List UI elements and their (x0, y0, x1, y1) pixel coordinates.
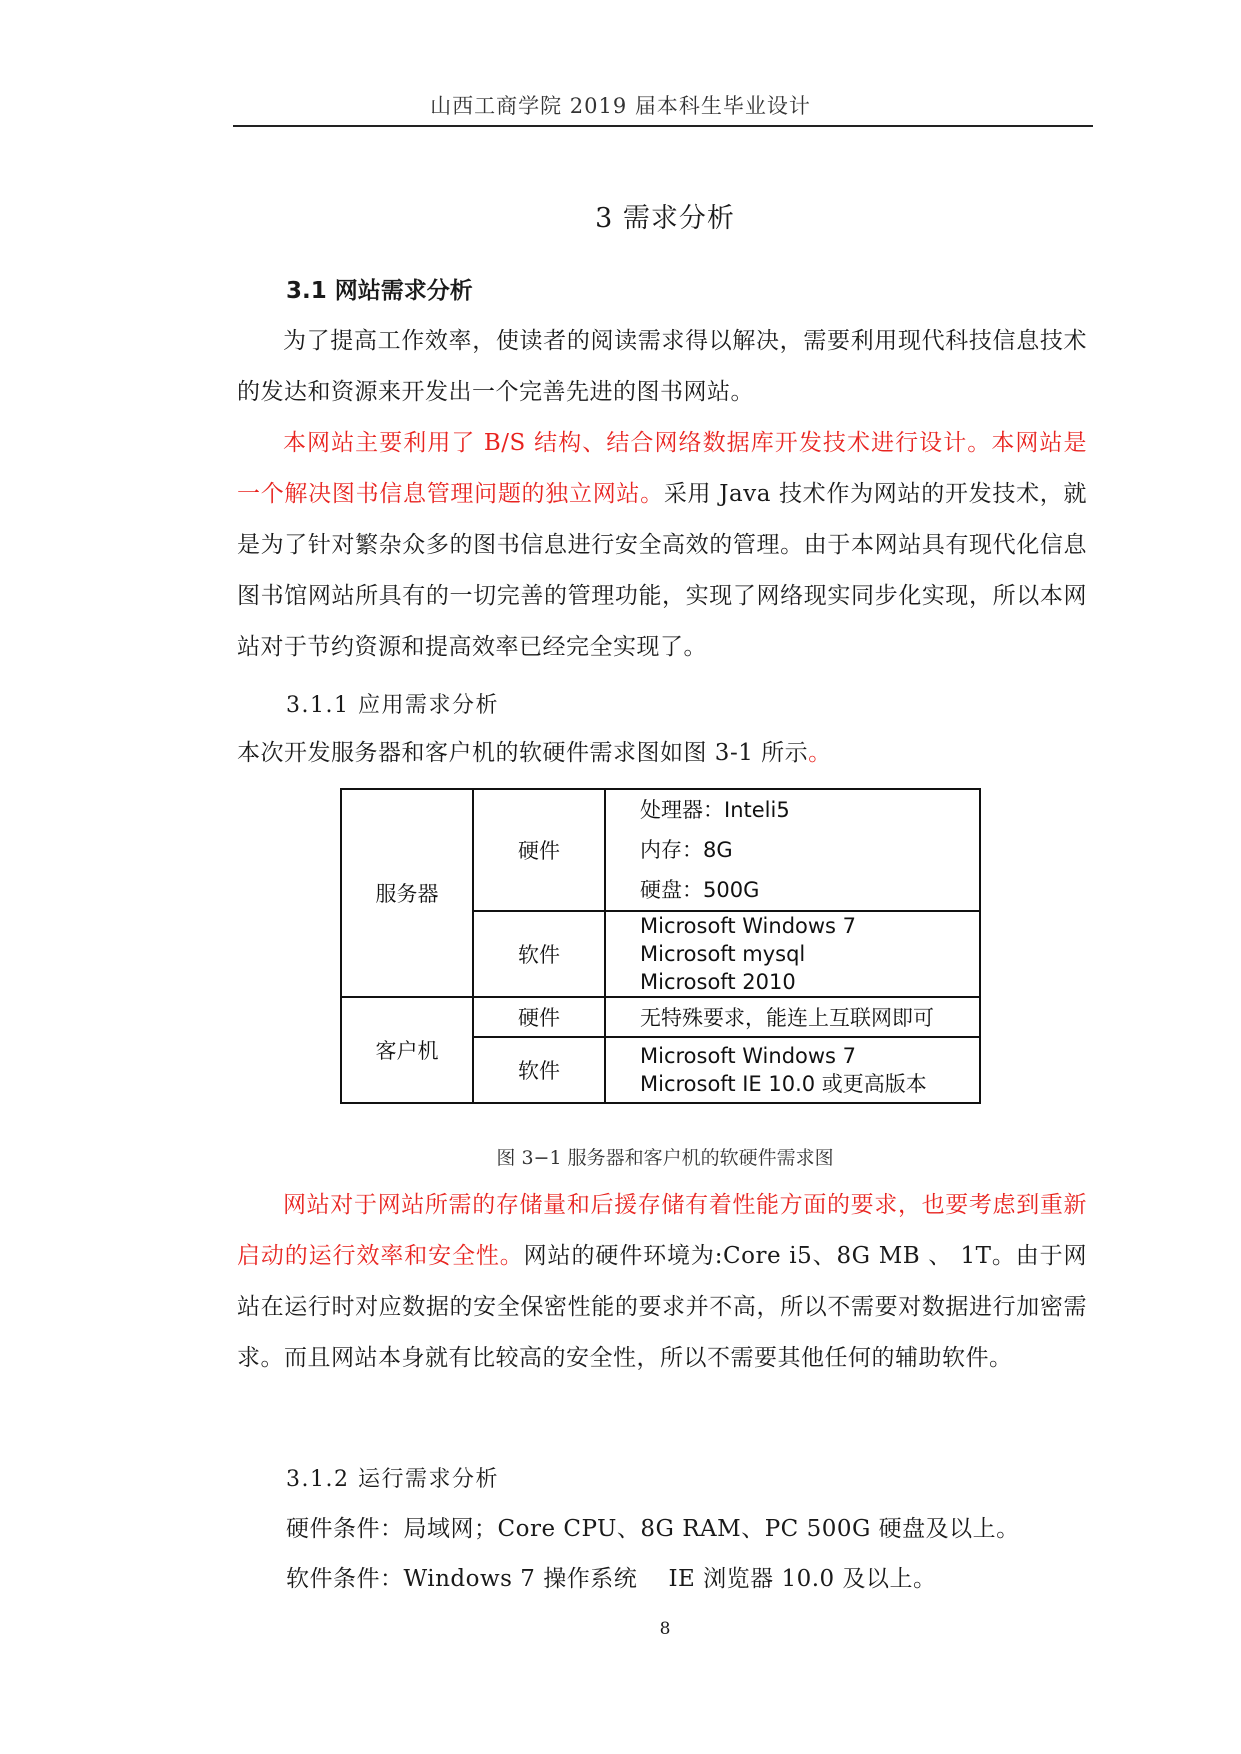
figure-caption: 图 3−1 服务器和客户机的软硬件需求图 (496, 1147, 834, 1169)
client-software-list (640, 1042, 979, 1098)
section-heading-3-1: 3.1 网站需求分析 (286, 278, 473, 304)
server-software-label: 软件 (473, 911, 605, 997)
client-hardware-label: 硬件 (473, 997, 605, 1037)
paragraph-text: 采用 Java 技术作为网站的开发技术，就是为了针对繁杂众多的图书信息进行安全高效的管理。由于本网站具有现代化信息图书馆网站所具有的一切完善的管理功能，实现了网络现实同步化实现，所以本网站对于节约资源和提高效率已经完全实现了。 (237, 481, 1088, 660)
list-item: 处理器：Inteli5 (640, 798, 790, 822)
list-item: Microsoft mysql (640, 942, 806, 966)
paragraph-intro (237, 316, 1087, 418)
list-item: Microsoft 2010 (640, 970, 796, 994)
page-number: 8 (659, 1619, 671, 1639)
server-hardware-cell (605, 789, 980, 911)
paragraph-intro-text: 为了提高工作效率，使读者的阅读需求得以解决，需要利用现代科技信息技术的发达和资源来开发出一个完善先进的图书网站。 (237, 328, 1087, 405)
table-intro-mark: 。 (808, 740, 832, 766)
list-item: 硬盘：500G (640, 878, 760, 902)
server-software-list (640, 912, 979, 996)
highlighted-text: 网站对于网站所需的存储量和后援存储有着性能方面的要求，也要考虑到重新启动的运行效率和安全性。 (237, 1192, 1087, 1269)
chapter-title: 3 需求分析 (595, 203, 735, 234)
paragraph-website-design (237, 418, 1087, 673)
list-item: Microsoft Windows 7 (640, 914, 857, 938)
client-software-label: 软件 (473, 1037, 605, 1103)
server-hardware-list (640, 790, 979, 910)
server-label-cell: 服务器 (341, 789, 473, 997)
server-hardware-label: 硬件 (473, 789, 605, 911)
client-label-cell: 客户机 (341, 997, 473, 1103)
server-software-cell (605, 911, 980, 997)
header-rule (233, 125, 1093, 127)
requirements-table (340, 788, 981, 1104)
section-heading-3-1-2: 3.1.2 运行需求分析 (286, 1467, 499, 1492)
paragraph-storage (237, 1180, 1087, 1384)
list-item: 内存：8G (640, 838, 733, 862)
running-header: 山西工商学院 2019 届本科生毕业设计 (430, 94, 811, 118)
client-software-cell (605, 1037, 980, 1103)
table-intro (237, 734, 832, 767)
highlighted-text: 本网站主要利用了 B/S 结构、结合网络数据库开发技术进行设计。本网站是一个解决图书信息管理问题的独立网站。 (237, 430, 1087, 507)
section-heading-3-1-1: 3.1.1 应用需求分析 (286, 693, 499, 718)
list-item: Microsoft Windows 7 (640, 1044, 857, 1068)
list-item: Microsoft IE 10.0 或更高版本 (640, 1072, 927, 1096)
table-intro-text: 本次开发服务器和客户机的软硬件需求图如图 3-1 所示 (237, 740, 809, 766)
software-conditions: 软件条件：Windows 7 操作系统 IE 浏览器 10.0 及以上。 (286, 1566, 937, 1592)
client-hardware-cell: 无特殊要求，能连上互联网即可 (605, 997, 980, 1037)
paragraph-text: 网站的硬件环境为:Core i5、8G MB 、 1T。由于网站在运行时对应数据的安全保密性能的要求并不高，所以不需要对数据进行加密需求。而且网站本身就有比较高的安全性，所以不需要其他任何的辅助软件。 (237, 1243, 1088, 1371)
hardware-conditions: 硬件条件：局域网；Core CPU、8G RAM、PC 500G 硬盘及以上。 (286, 1516, 1020, 1542)
